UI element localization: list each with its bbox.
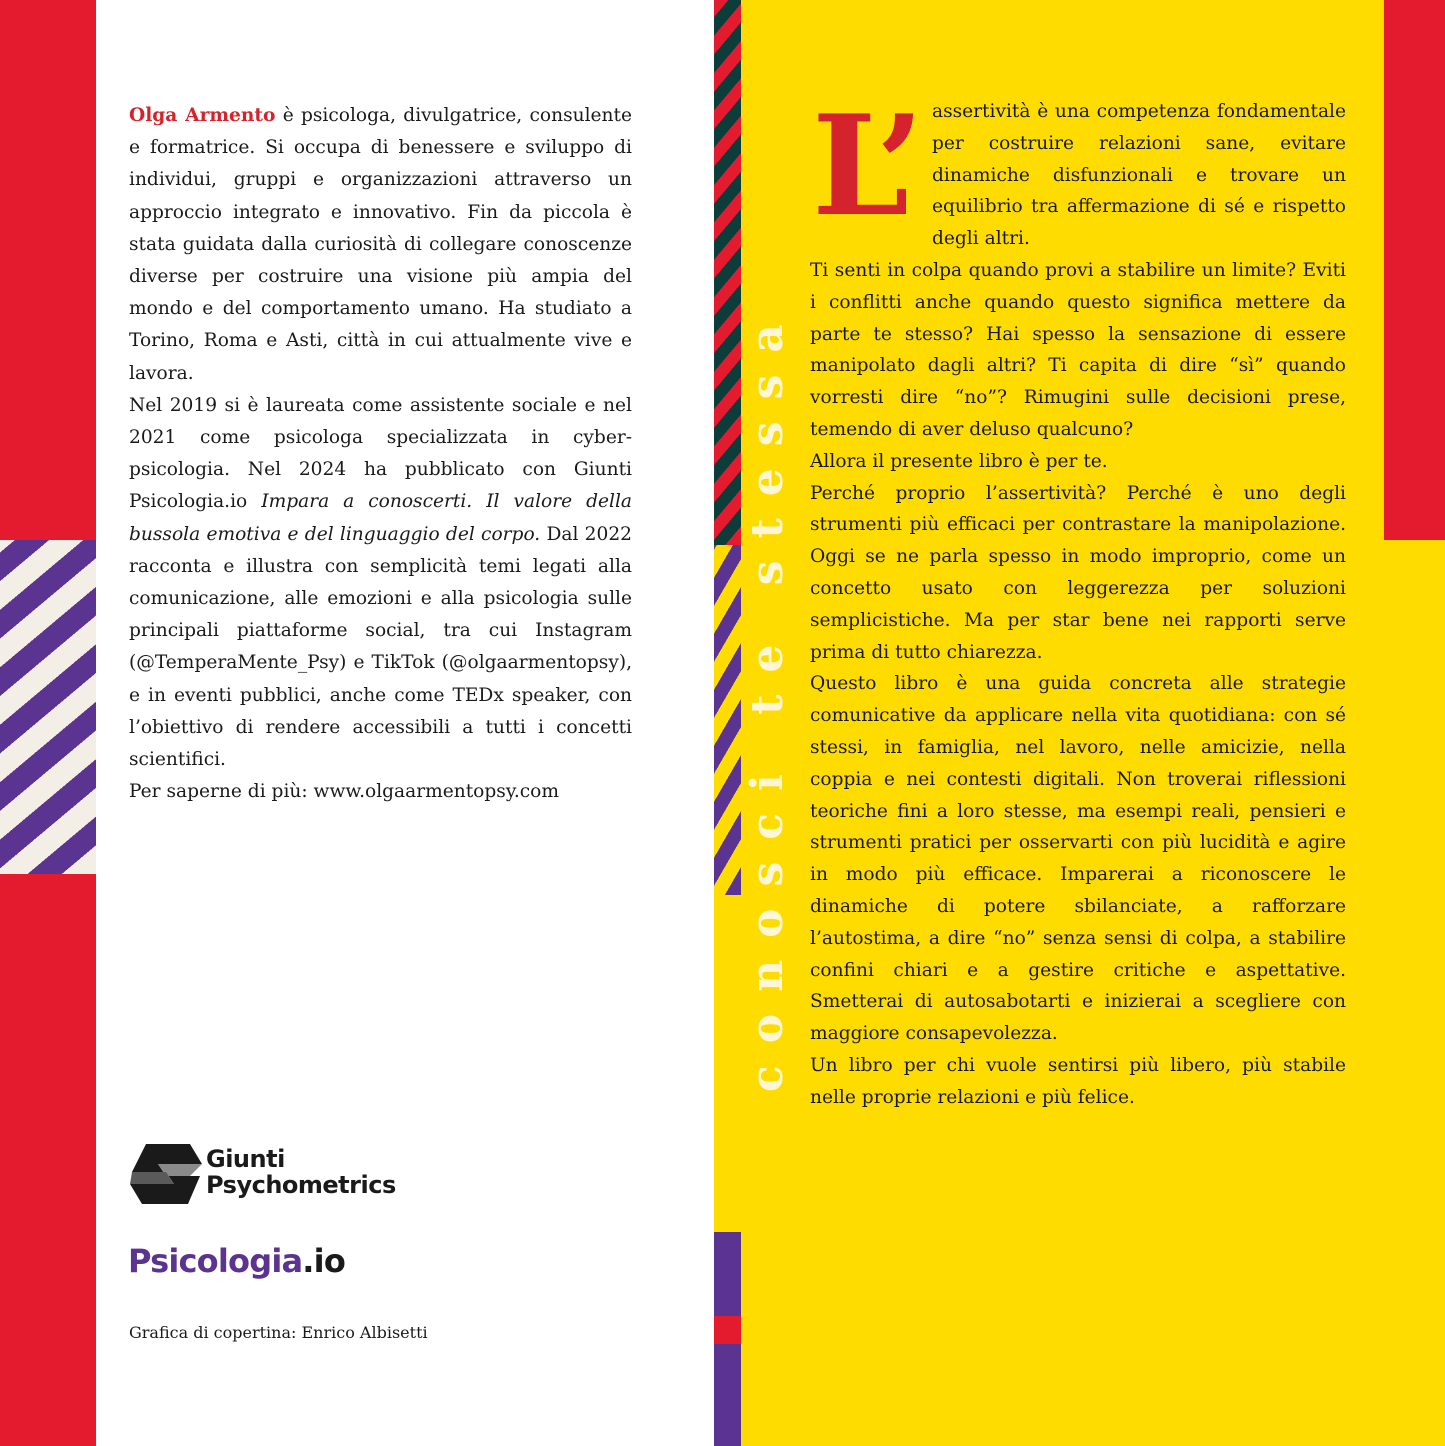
blurb-paragraph-1: assertività è una competenza fondamentale per costruire relazioni sane, evitare dinamiche disfunzionali e trovare un equilibrio tra affermazione di sé e rispetto degli altri. (932, 101, 1346, 250)
blurb-paragraph-3: Allora il presente libro è per te. (810, 450, 1108, 472)
blurb-paragraph-2: Ti senti in colpa quando provi a stabilire un limite? Eviti i conflitti anche quando questo significa mettere da parte te stesso? Hai spesso la sensazione di essere manipolato dagli altri? Ti capita di dire “sì” quando vorresti dire “no”? Rimugini sulle decisioni prese, temendo di aver deluso qualcuno? (810, 259, 1346, 440)
spine-purple-block-bottom (714, 1344, 741, 1446)
bio-paragraph-2-end: Dal 2022 racconta e illustra con semplicità temi legati alla comunicazione, alle emozioni e alla psicologia sulle principali piattaforme social, tra cui Instagram (@TemperaMente_Psy) e TikTok (@olgaarmentopsy), e in eventi pubblici, anche come TEDx speaker, con l’obiettivo di rendere accessibili a tutti i concetti scientifici. (129, 523, 632, 771)
book-blurb (810, 84, 1346, 1114)
author-website: Per saperne di più: www.olgaarmentopsy.com (129, 781, 560, 803)
giunti-wordmark-line-2: Psychometrics (206, 1171, 396, 1199)
psicologia-suffix: .io (302, 1242, 346, 1280)
spine-red-block (714, 1316, 741, 1344)
bio-paragraph-2 (129, 390, 632, 776)
previous-book-title: Impara a conoscerti. Il valore della bussola emotiva e del linguaggio del corpo. (129, 491, 632, 545)
blurb-paragraph-5: Questo libro è una guida concreta alle strategie comunicative da applicare nella vita quotidiana: con sé stessi, in famiglia, nel lavoro, nelle amicizie, nella coppia e nei contesti digitali. Non troverai riflessioni teoriche fini a loro stesse, ma esempi reali, pensieri e strumenti pratici per osservarti con più lucidità e agire in modo più efficace. Imparerai a riconoscere le dinamiche di potere sbilanciate, a rafforzare l’autostima, a dire “no” senza sensi di colpa, a stabilire confini chiari e a gestire critiche e aspettative. Smetterai di autosabotarti e inizierai a scegliere con maggiore consapevolezza. (810, 673, 1346, 1045)
bio-paragraph-1-text: è psicologa, divulgatrice, consulente e formatrice. Si occupa di benessere e sviluppo di individui, gruppi e organizzazioni attraverso un approccio integrato e innovativo. Fin da piccola è stata guidata dalla curiosità di collegare conoscenze diverse per costruire una visione più ampia del mondo e del comportamento umano. Ha studiato a Torino, Roma e Asti, città in cui attualmente vive e lavora. (129, 105, 632, 384)
blurb-paragraph-4: Perché proprio l’assertività? Perché è uno degli strumenti più efficaci per contrastare la manipolazione. Oggi se ne parla spesso in modo improprio, come un concetto usato con leggerezza per soluzioni semplicistiche. Ma per star bene nei rapporti serve prima di tutto chiarezza. (810, 482, 1346, 663)
psicologia-wordmark: Psicologia (128, 1242, 303, 1280)
cover-design-credit: Grafica di copertina: Enrico Albisetti (129, 1323, 428, 1342)
left-diagonal-stripes (0, 540, 96, 874)
blurb-paragraph-6: Un libro per chi vuole sentirsi più libero, più stabile nelle proprie relazioni e più felice. (810, 1054, 1346, 1108)
spine-stripes-middle (714, 545, 741, 895)
drop-cap: L’ (812, 84, 924, 247)
author-name: Olga Armento (129, 105, 276, 126)
psicologia-io-logo (128, 1242, 345, 1280)
right-red-bar (1384, 0, 1445, 540)
bio-paragraph-2-start: Nel 2019 si è laureata come assistente sociale e nel 2021 come psicologa specializzata in cyber-psicologia. Nel 2024 ha pubblicato con Giunti Psicologia.io (129, 394, 632, 513)
vertical-title: conosci te stessa (742, 302, 793, 1092)
author-bio (129, 100, 632, 808)
giunti-wordmark (206, 1146, 396, 1198)
spine-stripes-top (714, 0, 741, 545)
bio-paragraph-1 (129, 100, 632, 390)
spine-purple-block (714, 1232, 741, 1316)
giunti-wordmark-line-1: Giunti (206, 1145, 285, 1173)
